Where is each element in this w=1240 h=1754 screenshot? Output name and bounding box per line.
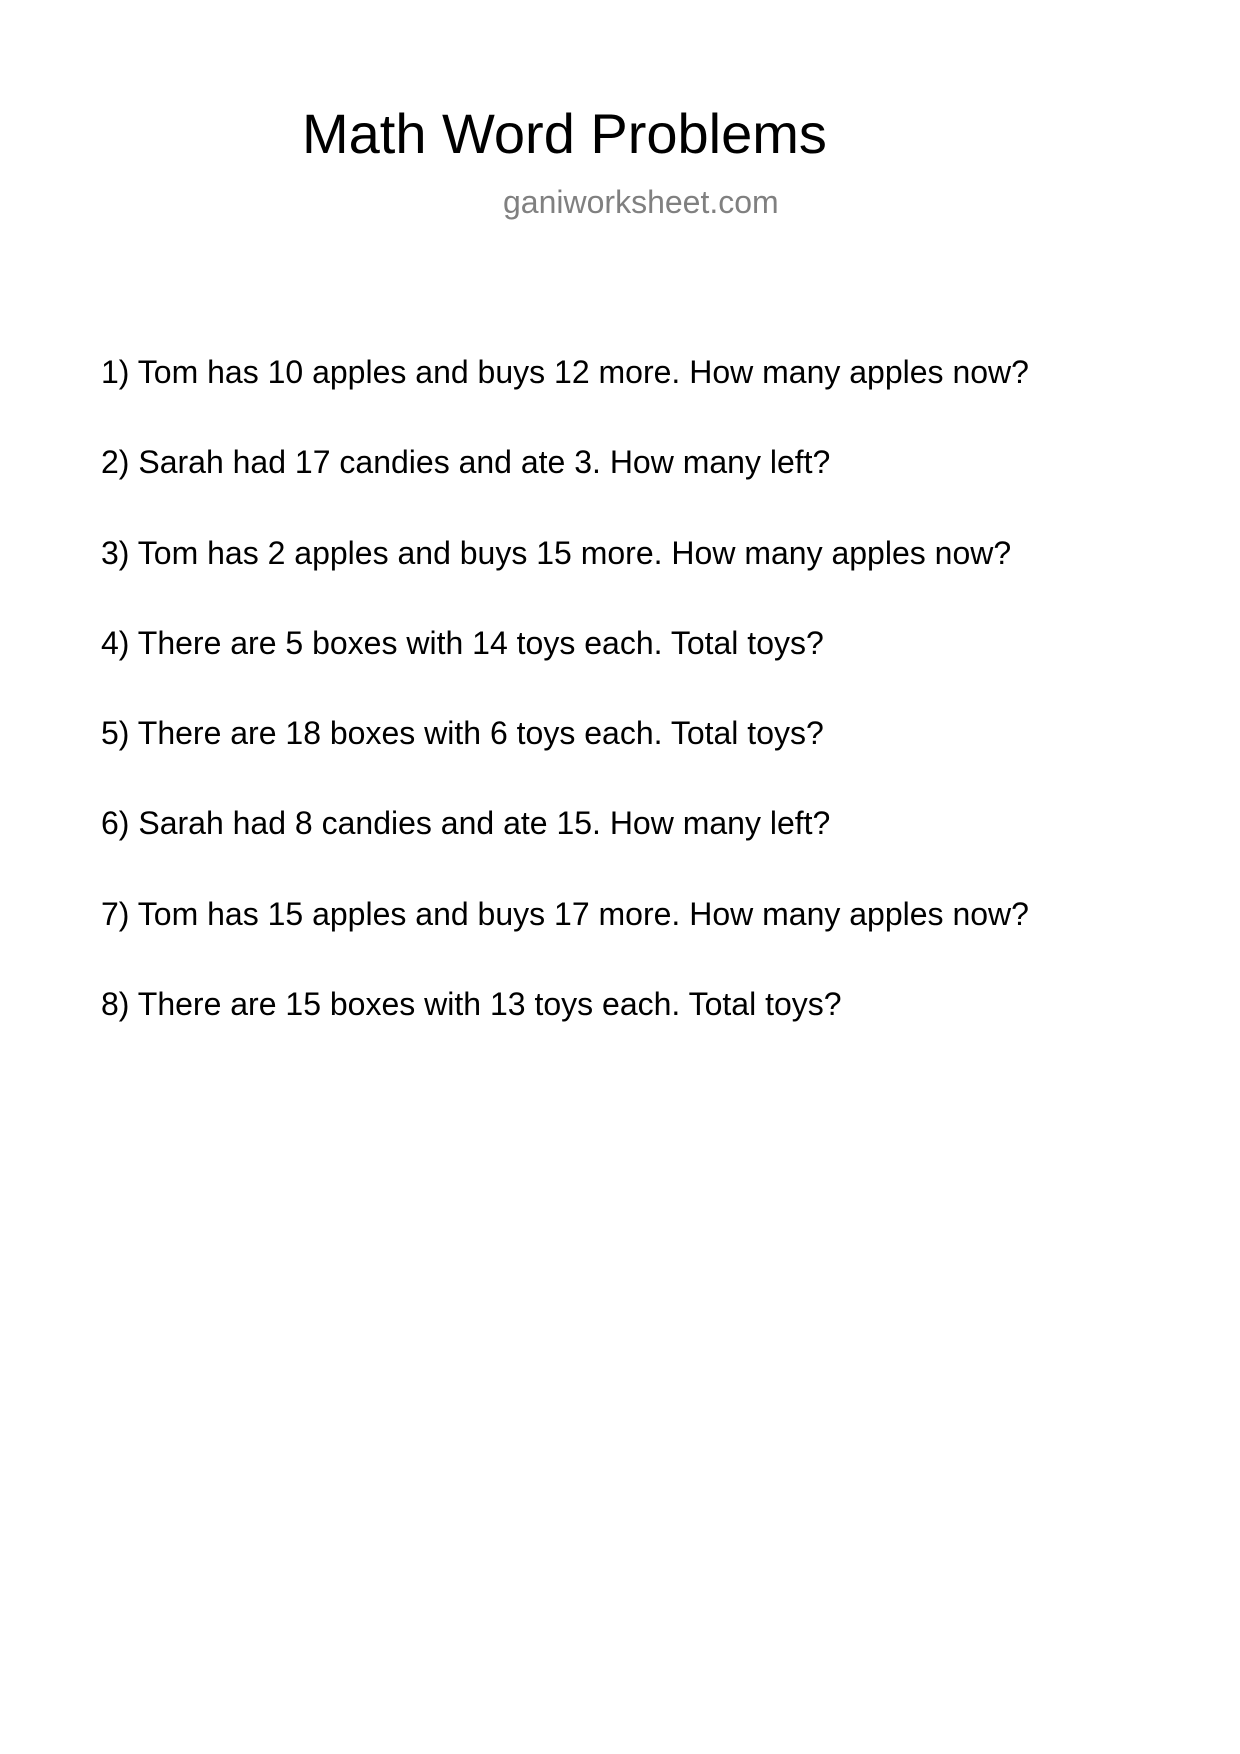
problem-item: 2) Sarah had 17 candies and ate 3. How many left?: [101, 444, 831, 481]
problem-item: 6) Sarah had 8 candies and ate 15. How many left?: [101, 805, 831, 842]
problem-item: 7) Tom has 15 apples and buys 17 more. How many apples now?: [101, 895, 1029, 932]
problem-item: 8) There are 15 boxes with 13 toys each. Total toys?: [101, 986, 842, 1023]
problem-list: [101, 352, 1029, 1074]
problem-item: 4) There are 5 boxes with 14 toys each. Total toys?: [101, 624, 824, 661]
problem-item: 3) Tom has 2 apples and buys 15 more. How many apples now?: [101, 534, 1012, 571]
source-website: ganiworksheet.com: [503, 184, 779, 220]
problem-item: 5) There are 18 boxes with 6 toys each. Total toys?: [101, 715, 824, 752]
problem-item: 1) Tom has 10 apples and buys 12 more. How many apples now?: [101, 354, 1029, 390]
page-title: Math Word Problems: [302, 102, 827, 165]
